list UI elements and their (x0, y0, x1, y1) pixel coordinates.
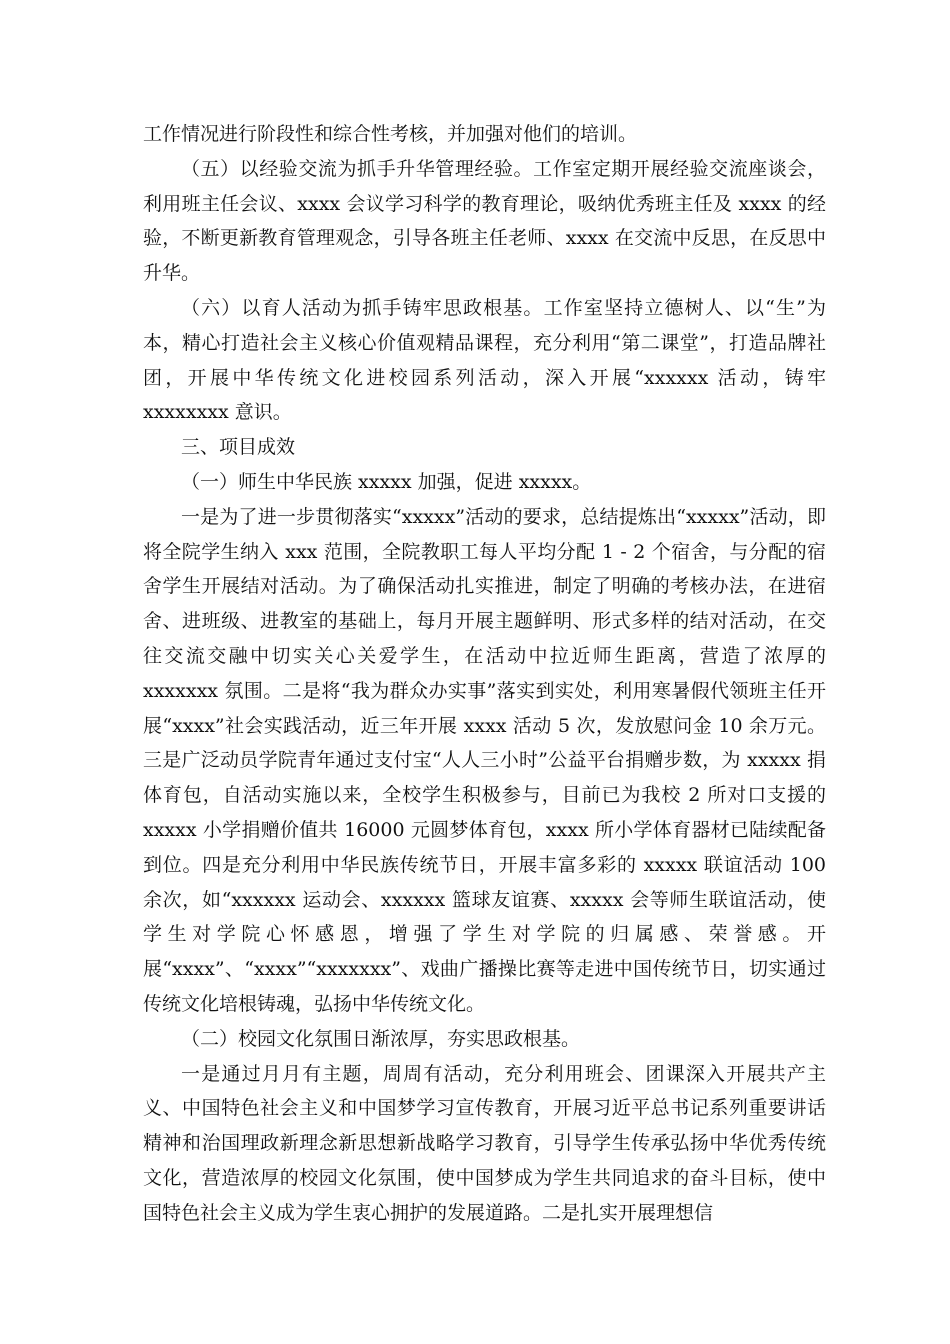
paragraph-section-five: （五）以经验交流为抓手升华管理经验。工作室定期开展经验交流座谈会，利用班主任会议、xxxx 会议学习科学的教育理论，吸纳优秀班主任及 xxxx 的经验，不断更新教育管理观念，引导各班主任老师、xxxx 在交流中反思，在反思中升华。 (143, 157, 826, 285)
heading-project-results: 三、项目成效 (181, 436, 296, 459)
paragraph-results-one: 一是为了进一步贯彻落实“xxxxx”活动的要求，总结提炼出“xxxxx”活动，即将全院学生纳入 xxx 范围，全院教职工每人平均分配 1 - 2 个宿舍，与分配的宿舍学生开展结对活动。为了确保活动扎实推进，制定了明确的考核办法，在进宿舍、进班级、进教室的基础上，每月开展主题鲜明、形式多样的结对活动，在交往交流交融中切实关心关爱学生，在活动中拉近师生距离，营造了浓厚的 xxxxxxx 氛围。二是将“我为群众办实事”落实到实处，利用寒暑假代领班主任开展“xxxx”社会实践活动，近三年开展 xxxx 活动 5 次，发放慰问金 10 余万元。三是广泛动员学院青年通过支付宝“人人三小时”公益平台捐赠步数，为 xxxxx 捐体育包，自活动实施以来，全校学生积极参与，目前已为我校 2 所对口支援的 xxxxx 小学捐赠价值共 16000 元圆梦体育包，xxxx 所小学体育器材已陆续配备到位。四是充分利用中华民族传统节日，开展丰富多彩的 xxxxx 联谊活动 100 余次，如“xxxxxx 运动会、xxxxxx 篮球友谊赛、xxxxx 会等师生联谊活动，使学生对学院心怀感恩，增强了学生对学院的归属感、荣誉感。开展“xxxx”、“xxxx”“xxxxxxx”、戏曲广播操比赛等走进中国传统节日，切实通过传统文化培根铸魂，弘扬中华传统文化。 (143, 505, 826, 1015)
paragraph-results-two: 一是通过月月有主题，周周有活动，充分利用班会、团课深入开展共产主义、中国特色社会主义和中国梦学习宣传教育，开展习近平总书记系列重要讲话精神和治国理政新理念新思想新战略学习教育，引导学生传承弘扬中华优秀传统文化，营造浓厚的校园文化氛围，使中国梦成为学生共同追求的奋斗目标，使中国特色社会主义成为学生衷心拥护的发展道路。二是扎实开展理想信 (143, 1062, 826, 1224)
document-body (143, 117, 826, 1231)
paragraph-continuation: 工作情况进行阶段性和综合性考核，并加强对他们的培训。 (143, 123, 638, 145)
paragraph-section-six: （六）以育人活动为抓手铸牢思政根基。工作室坚持立德树人、以“生”为本，精心打造社会主义核心价值观精品课程，充分利用“第二课堂”，打造品牌社团，开展中华传统文化进校园系列活动，深入开展“xxxxxx 活动，铸牢 xxxxxxxx 意识。 (143, 296, 826, 424)
subheading-one: （一）师生中华民族 xxxxx 加强，促进 xxxxx。 (181, 470, 592, 493)
subheading-two: （二）校园文化氛围日渐浓厚，夯实思政根基。 (181, 1027, 581, 1050)
